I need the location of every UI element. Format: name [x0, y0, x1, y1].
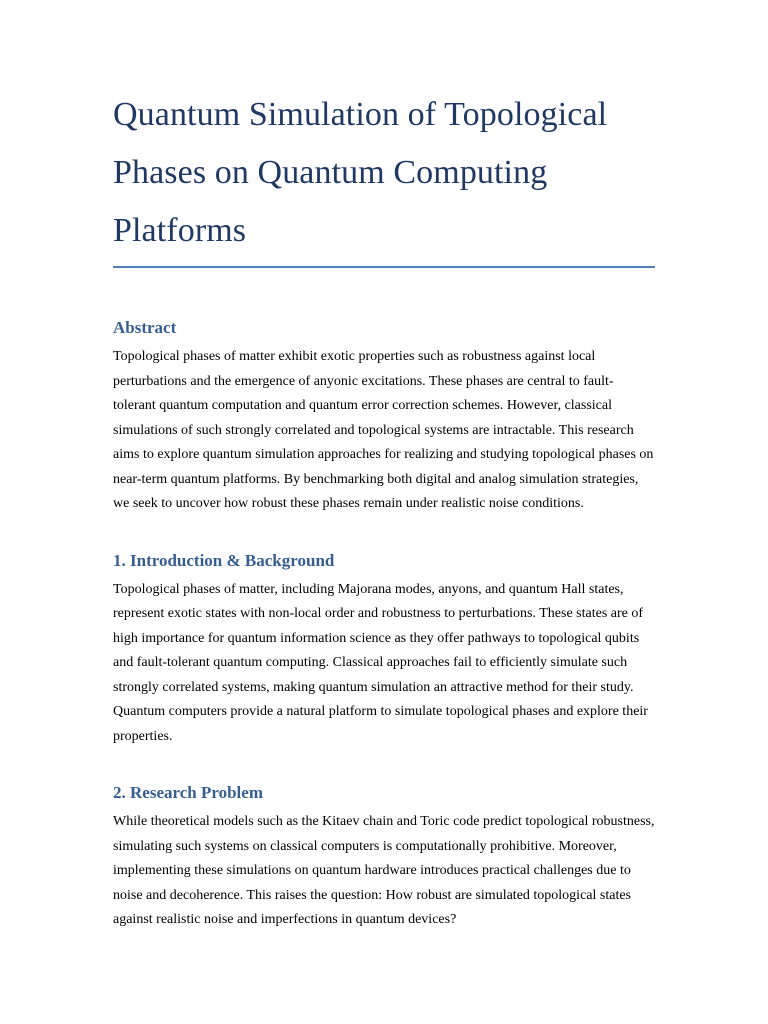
introduction-paragraph: Topological phases of matter, including Majorana modes, anyons, and quantum Hall states, represent exotic states with non-local order and robustness to perturbations. These states are of high importance for quantum information science as they offer pathways to topological qubits and fault-tolerant quantum computing. Classical approaches fail to efficiently simulate such strongly correlated systems, making quantum simulation an attractive method for their study. Quantum computers provide a natural platform to simulate topological phases and explore their properties. [113, 581, 648, 744]
abstract-paragraph: Topological phases of matter exhibit exotic properties such as robustness against local perturbations and the emergence of anyonic excitations. These phases are central to fault-tolerant quantum computation and quantum error correction schemes. However, classical simulations of such strongly correlated and topological systems are intractable. This research aims to explore quantum simulation approaches for realizing and studying topological phases on near-term quantum platforms. By benchmarking both digital and analog simulation strategies, we seek to uncover how robust these phases remain under realistic noise conditions. [113, 349, 654, 511]
research-problem-heading: 2. Research Problem [113, 783, 263, 802]
document-title: Quantum Simulation of Topological Phases on Quantum Computing Platforms [113, 86, 655, 268]
abstract-heading: Abstract [113, 318, 177, 337]
introduction-heading: 1. Introduction & Background [113, 550, 335, 570]
research-problem-paragraph: While theoretical models such as the Kitaev chain and Toric code predict topological robustness, simulating such systems on classical computers is computationally prohibitive. Moreover, implementing these simulations on quantum hardware introduces practical challenges due to noise and decoherence. This raises the question: How robust are simulated topological states against realistic noise and imperfections in quantum devices? [113, 814, 655, 927]
document-page [113, 86, 655, 933]
